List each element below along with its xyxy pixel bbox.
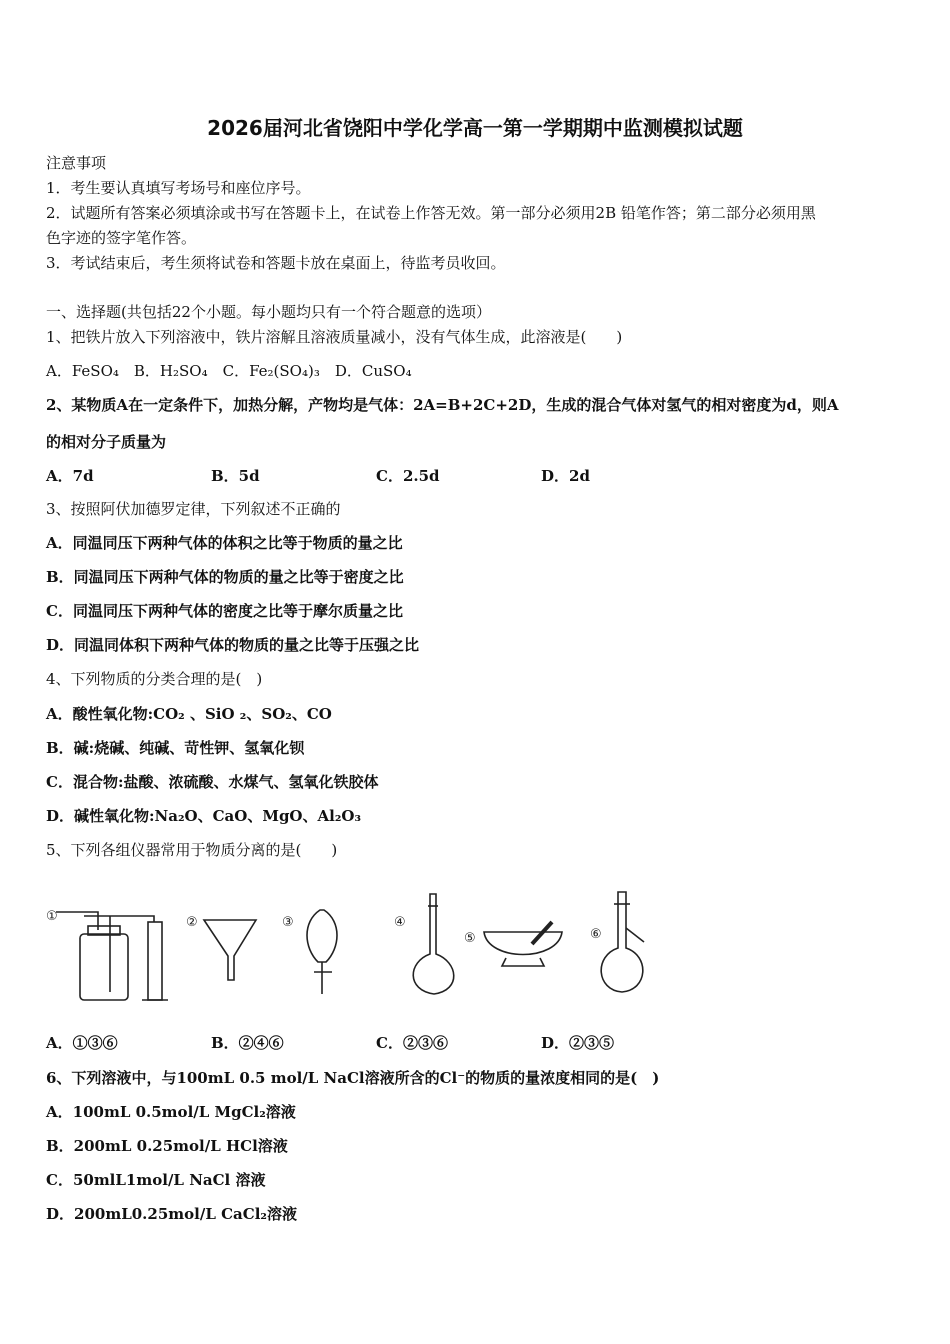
notice-item: 色字迹的签字笔作答。 <box>46 229 197 247</box>
notice-item: 1．考生要认真填写考场号和座位序号。 <box>46 179 311 197</box>
question-6-option-b: B．200mL 0.25mol/L HCl溶液 <box>46 1137 288 1155</box>
question-3-stem: 3、按照阿伏加德罗定律，下列叙述不正确的 <box>46 500 341 518</box>
page-title: 2026届河北省饶阳中学化学高一第一学期期中监测模拟试题 <box>207 116 743 140</box>
question-2-option-c: C．2.5d <box>376 467 440 485</box>
question-2-option-b: B．5d <box>211 467 260 485</box>
figure-label: ④ <box>394 915 406 930</box>
question-6-option-d: D．200mL0.25mol/L CaCl₂溶液 <box>46 1205 297 1223</box>
gas-bottle-icon <box>80 934 128 1000</box>
notice-item: 3．考试结束后，考生须将试卷和答题卡放在桌面上，待监考员收回。 <box>46 254 506 272</box>
funnel-icon <box>204 920 256 980</box>
question-6-option-a: A．100mL 0.5mol/L MgCl₂溶液 <box>46 1103 296 1121</box>
question-2-stem-cont: 的相对分子质量为 <box>46 433 167 451</box>
question-5-option-b: B．②④⑥ <box>211 1034 284 1052</box>
section-heading: 一、选择题(共包括22个小题。每小题均只有一个符合题意的选项） <box>46 303 491 321</box>
question-3-option-a: A．同温同压下两种气体的体积之比等于物质的量之比 <box>46 534 403 552</box>
question-5-stem: 5、下列各组仪器常用于物质分离的是( ) <box>46 841 338 859</box>
question-4-option-b: B．碱:烧碱、纯碱、苛性钾、氢氧化钡 <box>46 739 305 757</box>
question-5-option-a: A．①③⑥ <box>46 1034 118 1052</box>
figure-label: ② <box>186 915 198 930</box>
question-3-option-c: C．同温同压下两种气体的密度之比等于摩尔质量之比 <box>46 602 403 620</box>
question-4-option-d: D．碱性氧化物:Na₂O、CaO、MgO、Al₂O₃ <box>46 807 362 825</box>
question-2-option-d: D．2d <box>541 467 590 485</box>
question-3-option-b: B．同温同压下两种气体的物质的量之比等于密度之比 <box>46 568 404 586</box>
figure-label: ① <box>46 909 58 924</box>
question-1-stem: 1、把铁片放入下列溶液中，铁片溶解且溶液质量减小，没有气体生成，此溶液是( ) <box>46 328 623 346</box>
question-6-option-c: C．50mlL1mol/L NaCl 溶液 <box>46 1171 266 1189</box>
question-2-option-a: A．7d <box>46 467 94 485</box>
question-3-option-d: D．同温同体积下两种气体的物质的量之比等于压强之比 <box>46 636 420 654</box>
distillation-flask-icon <box>601 892 643 992</box>
question-1-options: A．FeSO₄ B．H₂SO₄ C．Fe₂(SO₄)₃ D．CuSO₄ <box>46 362 412 380</box>
question-6-stem: 6、下列溶液中，与100mL 0.5 mol/L NaCl溶液所含的Cl⁻的物质的量浓度相同的是( ) <box>46 1069 660 1087</box>
volumetric-flask-icon <box>413 894 454 994</box>
question-5-option-c: C．②③⑥ <box>376 1034 448 1052</box>
notice-heading: 注意事项 <box>46 154 107 172</box>
question-2-stem: 2、某物质A在一定条件下，加热分解，产物均是气体：2A=B+2C+2D，生成的混合气体对氢气的相对密度为d，则A <box>46 396 839 414</box>
question-5-option-d: D．②③⑤ <box>541 1034 615 1052</box>
mortar-icon <box>484 932 562 955</box>
figure-label: ③ <box>282 915 294 930</box>
separatory-funnel-icon <box>307 910 337 962</box>
delivery-tube-icon <box>56 912 98 930</box>
question-4-option-c: C．混合物:盐酸、浓硫酸、水煤气、氢氧化铁胶体 <box>46 773 379 791</box>
notice-item: 2．试题所有答案必须填涂或书写在答题卡上，在试卷上作答无效。第一部分必须用2B 铅笔作答；第二部分必须用黑 <box>46 204 816 222</box>
question-4-stem: 4、下列物质的分类合理的是( ) <box>46 670 263 688</box>
figure-label: ⑤ <box>464 931 476 946</box>
figure-label: ⑥ <box>590 927 602 942</box>
lab-apparatus-figure <box>44 882 648 1010</box>
question-4-option-a: A．酸性氧化物:CO₂ 、SiO ₂、SO₂、CO <box>46 705 332 723</box>
graduated-cylinder-icon <box>148 922 162 1000</box>
